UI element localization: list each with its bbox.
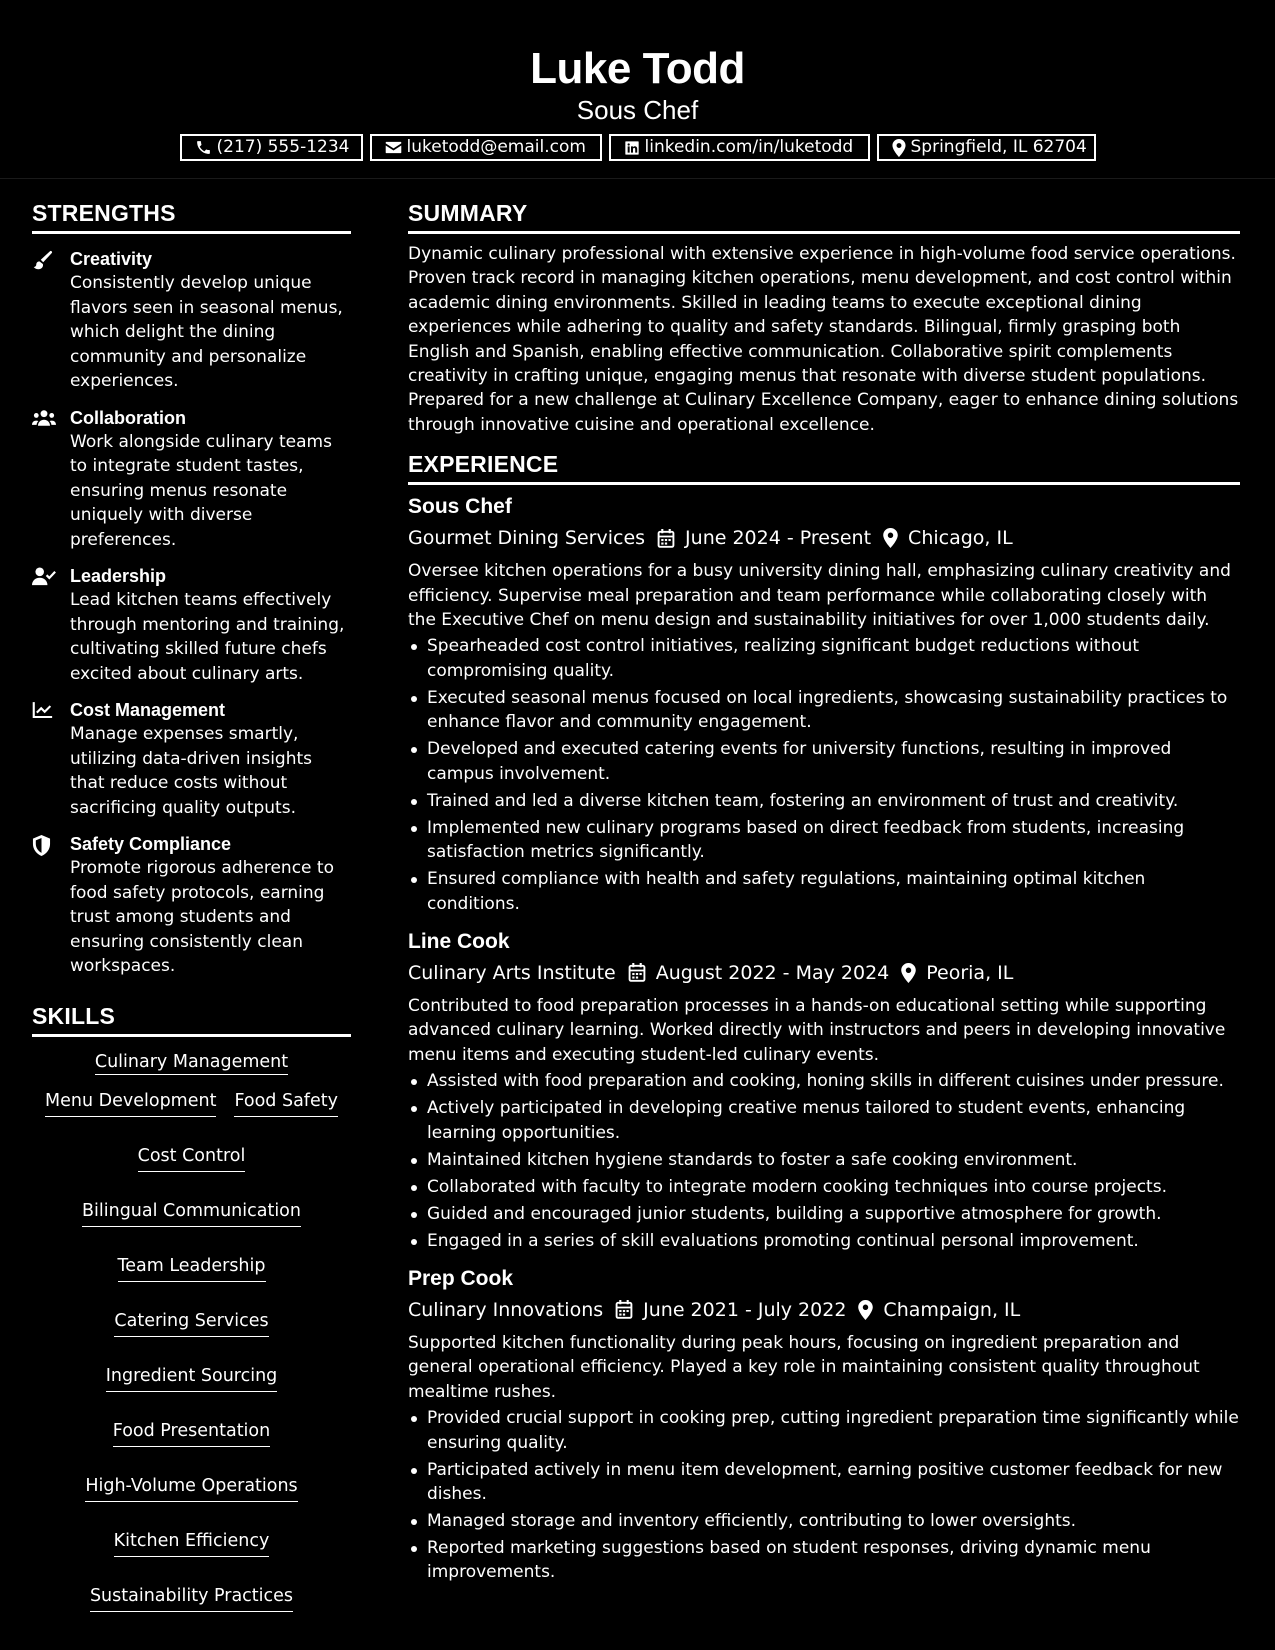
job-location: Chicago, IL (908, 527, 1013, 550)
experience-heading: EXPERIENCE (408, 451, 1240, 485)
strength-desc: Promote rigorous adherence to food safety protocols, earning trust among students and ensuring consistently clean workspaces. (70, 858, 334, 976)
job-dates: June 2024 - Present (685, 527, 872, 550)
job-dates: June 2021 - July 2022 (643, 1298, 847, 1321)
contact-location (877, 134, 1096, 161)
job-description: Oversee kitchen operations for a busy university dining hall, emphasizing culinary creativity and efficiency. Supervise meal preparation and team performance while collaborating closely with the Executive Chef on menu design and sustainability initiatives for over 1,000 students daily. (408, 561, 1231, 631)
contact-location-text: Springfield, IL 62704 (910, 137, 1087, 157)
job-bullet: Spearheaded cost control initiatives, realizing significant budget reductions without compromising quality. (408, 634, 1240, 683)
contact-email-text: luketodd@email.com (406, 137, 586, 157)
strength-name: Creativity (70, 249, 153, 269)
job-bullet: Executed seasonal menus focused on local ingredients, showcasing sustainability practices to enhance flavor and community engagement. (408, 686, 1240, 735)
contact-phone[interactable] (180, 134, 363, 161)
job-description: Contributed to food preparation processes in a hands-on educational setting while supporting advanced culinary learning. Worked directly with instructors and peers in developing innovative menu items and executing student-led culinary events. (408, 995, 1226, 1065)
calendar-icon (615, 1300, 633, 1319)
job-bullet: Managed storage and inventory efficiently, contributing to lower oversights. (408, 1509, 1240, 1533)
contact-phone-text: (217) 555-1234 (216, 137, 350, 157)
map-pin-icon (901, 963, 916, 983)
strength-item (32, 832, 351, 979)
job-entry (408, 928, 1240, 1253)
map-pin-icon (883, 528, 898, 548)
job-bullet: Engaged in a series of skill evaluations promoting continual personal improvement. (408, 1229, 1240, 1253)
skill-tag: Cost Control (138, 1143, 246, 1172)
phone-icon (195, 139, 212, 156)
strength-item (32, 406, 351, 553)
strengths-list (32, 247, 351, 979)
job-bullet: Reported marketing suggestions based on student responses, driving dynamic menu improvements. (408, 1536, 1240, 1585)
skill-tag: High-Volume Operations (85, 1473, 297, 1502)
job-bullet: Provided crucial support in cooking prep, cutting ingredient preparation time significantly while ensuring quality. (408, 1406, 1240, 1455)
job-meta (408, 1295, 1240, 1325)
brush-icon (32, 250, 53, 271)
skill-tag: Kitchen Efficiency (114, 1528, 270, 1557)
job-bullet: Maintained kitchen hygiene standards to foster a safe cooking environment. (408, 1148, 1240, 1172)
job-bullets (408, 1069, 1240, 1253)
calendar-icon (628, 963, 646, 982)
strength-item (32, 698, 351, 820)
contact-bar (0, 134, 1275, 161)
job-title: Prep Cook (408, 1266, 514, 1290)
shield-icon (32, 835, 51, 856)
strength-name: Safety Compliance (70, 834, 232, 854)
skill-tag: Menu Development (45, 1088, 216, 1117)
strengths-heading: STRENGTHS (32, 200, 351, 234)
summary-heading: SUMMARY (408, 200, 1240, 234)
strength-item (32, 564, 351, 686)
strength-desc: Work alongside culinary teams to integrate student tastes, ensuring menus resonate uniquely with diverse preferences. (70, 431, 332, 550)
skill-tag: Catering Services (114, 1308, 268, 1337)
contact-linkedin-text: linkedin.com/in/luketodd (644, 137, 854, 157)
skill-tag: Ingredient Sourcing (106, 1363, 278, 1392)
contact-email[interactable] (370, 134, 602, 161)
job-bullet: Developed and executed catering events for university functions, resulting in improved campus involvement. (408, 737, 1240, 786)
right-column (408, 200, 1240, 1587)
user-check-icon (32, 567, 56, 586)
job-location: Peoria, IL (926, 961, 1014, 984)
job-title: Line Cook (408, 929, 510, 953)
chart-line-icon (32, 701, 53, 719)
job-bullets (408, 634, 1240, 915)
left-column (32, 200, 351, 1612)
job-bullet: Ensured compliance with health and safety regulations, maintaining optimal kitchen conditions. (408, 867, 1240, 916)
job-location: Champaign, IL (883, 1298, 1021, 1321)
strength-name: Collaboration (70, 407, 186, 428)
strength-name: Leadership (70, 566, 167, 586)
skills-heading: SKILLS (32, 1003, 351, 1037)
strength-desc: Consistently develop unique flavors seen in seasonal menus, which delight the dining community and personalize experiences. (70, 273, 343, 391)
skill-tag: Bilingual Communication (82, 1198, 301, 1227)
job-bullet: Implemented new culinary programs based on direct feedback from students, increasing satisfaction metrics significantly. (408, 816, 1240, 865)
calendar-icon (657, 529, 675, 548)
candidate-title: Sous Chef (576, 95, 699, 125)
job-entry (408, 493, 1240, 916)
job-bullet: Assisted with food preparation and cooking, honing skills in different cuisines under pressure. (408, 1069, 1240, 1093)
job-description: Supported kitchen functionality during peak hours, focusing on ingredient preparation and general operational efficiency. Played a key role in maintaining consistent quality throughout mealtime rushes. (408, 1332, 1200, 1402)
job-bullet: Actively participated in developing creative menus tailored to student events, enhancing learning opportunities. (408, 1096, 1240, 1145)
contact-linkedin[interactable] (609, 134, 870, 161)
candidate-name: Luke Todd (530, 44, 745, 93)
summary-text: Dynamic culinary professional with extensive experience in high-volume food service operations. Proven track record in managing kitchen operations, menu development, and cost control within academic dining environments. Skilled in leading teams to execute exceptional dining experiences while adhering to quality and safety standards. Bilingual, firmly grasping both English and Spanish, enabling effective communication. Collaborative spirit complements creativity in crafting unique, engaging menus that resonate with diverse student populations. Prepared for a new challenge at Culinary Excellence Company, eager to enhance dining solutions through innovative cuisine and operational excellence. (408, 244, 1239, 435)
job-dates: August 2022 - May 2024 (655, 961, 890, 984)
skills-list (32, 1049, 351, 1612)
strength-item (32, 247, 351, 394)
job-bullet: Collaborated with faculty to integrate modern cooking techniques into course projects. (408, 1175, 1240, 1199)
job-company: Culinary Innovations (408, 1298, 604, 1321)
strength-desc: Manage expenses smartly, utilizing data-driven insights that reduce costs without sacrificing quality outputs. (70, 724, 313, 818)
job-title: Sous Chef (408, 495, 512, 519)
linkedin-icon (624, 140, 640, 156)
strength-name: Cost Management (70, 700, 226, 720)
skill-tag: Team Leadership (118, 1253, 266, 1282)
strength-desc: Lead kitchen teams effectively through mentoring and training, cultivating skilled future chefs excited about culinary arts. (70, 590, 345, 684)
envelope-icon (385, 140, 402, 155)
job-bullet: Trained and led a diverse kitchen team, fostering an environment of trust and creativity. (408, 789, 1240, 813)
skill-tag-text: Culinary Management (95, 1052, 288, 1075)
skill-tag: Food Presentation (113, 1418, 270, 1447)
job-meta (408, 523, 1240, 553)
job-company: Culinary Arts Institute (408, 961, 616, 984)
skill-tag: Food Safety (234, 1088, 338, 1117)
job-entry (408, 1265, 1240, 1585)
skill-tag: Sustainability Practices (90, 1583, 293, 1612)
map-pin-icon (858, 1300, 873, 1320)
job-bullets (408, 1406, 1240, 1585)
job-bullet: Guided and encouraged junior students, building a supportive atmosphere for growth. (408, 1202, 1240, 1226)
job-company: Gourmet Dining Services (408, 527, 646, 550)
map-pin-icon (892, 139, 906, 157)
job-bullet: Participated actively in menu item development, earning positive customer feedback for new dishes. (408, 1458, 1240, 1507)
skill-tag (36, 1049, 347, 1075)
job-meta (408, 958, 1240, 988)
users-icon (32, 409, 56, 427)
resume-header (0, 0, 1275, 179)
